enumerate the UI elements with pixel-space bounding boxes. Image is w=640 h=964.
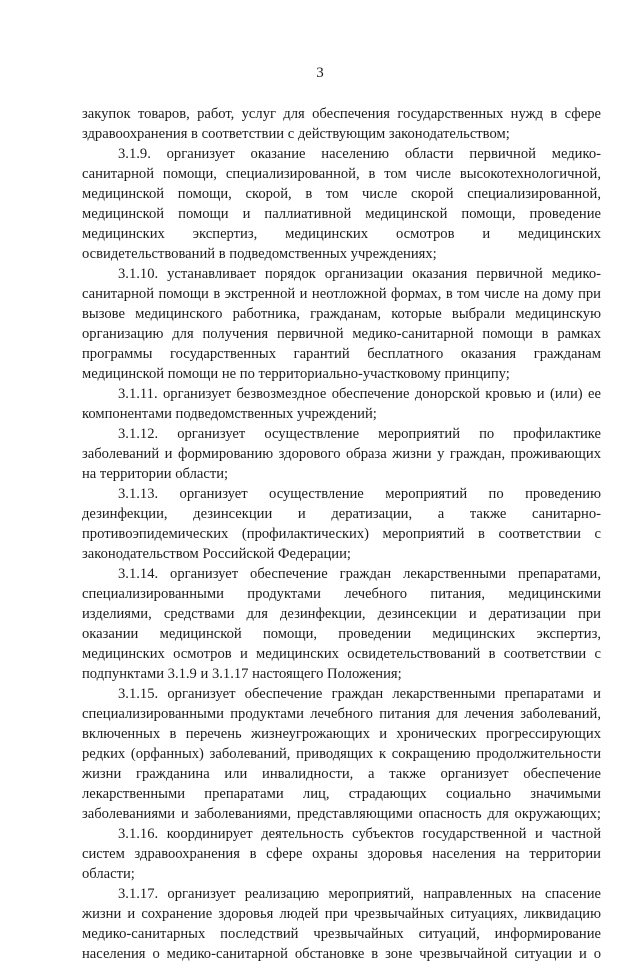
- text-line: 3.1.16. координирует деятельность субъектов государственной и частной: [118, 826, 601, 842]
- text-line: медицинской помощи не по территориально-участковому принципу;: [82, 366, 510, 382]
- text-line: законодательством Российской Федерации;: [82, 546, 351, 562]
- text-line: подпунктами 3.1.9 и 3.1.17 настоящего Положения;: [82, 666, 402, 682]
- text-line: 3.1.10. устанавливает порядок организации оказания первичной медико-: [118, 266, 601, 282]
- text-line: оказании медицинской помощи, проведении медицинских экспертиз,: [82, 626, 601, 642]
- text-line: заболеваниями и заболеваниями, представляющими опасность для окружающих;: [82, 806, 601, 822]
- text-line: 3.1.14. организует обеспечение граждан лекарственными препаратами,: [118, 566, 601, 582]
- text-line: санитарной помощи, специализированной, в том числе высокотехнологичной,: [82, 166, 601, 182]
- text-line: санитарной помощи в экстренной и неотложной формах, в том числе на дому при: [82, 286, 601, 302]
- text-line: медицинских осмотров и медицинских освидетельствований в соответствии с: [82, 646, 601, 662]
- text-line: специализированными продуктами лечебного питания, медицинскими: [82, 586, 601, 602]
- text-line: компонентами подведомственных учреждений;: [82, 406, 377, 422]
- text-line: изделиями, средствами для дезинфекции, дезинсекции и дератизации при: [82, 606, 601, 622]
- text-line: включенных в перечень жизнеугрожающих и хронических прогрессирующих: [82, 726, 601, 742]
- text-line: противоэпидемических (профилактических) мероприятий в соответствии с: [82, 526, 601, 542]
- text-line: специализированными продуктами лечебного питания для лечения заболеваний,: [82, 706, 601, 722]
- text-line: вызове медицинского работника, гражданам, которые выбрали медицинскую: [82, 306, 601, 322]
- text-line: программы государственных гарантий бесплатного оказания гражданам: [82, 346, 601, 362]
- text-line: медицинских экспертиз, медицинских осмотров и медицинских: [82, 226, 601, 242]
- text-line: 3.1.13. организует осуществление мероприятий по проведению: [118, 486, 601, 502]
- text-line: дезинфекции, дезинсекции и дератизации, а также санитарно-: [82, 506, 601, 522]
- text-line: освидетельствований в подведомственных учреждениях;: [82, 246, 437, 262]
- text-line: систем здравоохранения в сфере охраны здоровья населения на территории: [82, 846, 601, 862]
- text-line: заболеваний и формированию здорового образа жизни у граждан, проживающих: [82, 446, 601, 462]
- text-line: населения о медико-санитарной обстановке в зоне чрезвычайной ситуации и о: [82, 946, 601, 962]
- text-line: 3.1.17. организует реализацию мероприятий, направленных на спасение: [118, 886, 601, 902]
- text-line: на территории области;: [82, 466, 229, 482]
- text-line: редких (орфанных) заболеваний, приводящих к сокращению продолжительности: [82, 746, 601, 762]
- text-line: 3.1.15. организует обеспечение граждан лекарственными препаратами и: [118, 686, 601, 702]
- text-line: здравоохранения в соответствии с действующим законодательством;: [82, 126, 510, 142]
- text-line: области;: [82, 866, 135, 882]
- text-line: 3.1.9. организует оказание населению области первичной медико-: [118, 146, 601, 162]
- text-line: жизни гражданина или инвалидности, а также организует обеспечение: [82, 766, 601, 782]
- text-line: 3.1.11. организует безвозмездное обеспечение донорской кровью и (или) ее: [118, 386, 601, 402]
- text-line: медицинской помощи, скорой, в том числе скорой специализированной,: [82, 186, 601, 202]
- text-line: медицинской помощи и паллиативной медицинской помощи, проведение: [82, 206, 601, 222]
- text-line: жизни и сохранение здоровья людей при чрезвычайных ситуациях, ликвидацию: [82, 906, 601, 922]
- text-line: лекарственными препаратами лиц, страдающих социально значимыми: [82, 786, 601, 802]
- text-line: медико-санитарных последствий чрезвычайных ситуаций, информирование: [82, 926, 601, 942]
- page-number: 3: [316, 65, 324, 81]
- text-line: закупок товаров, работ, услуг для обеспечения государственных нужд в сфере: [82, 106, 601, 122]
- text-line: организацию для получения первичной медико-санитарной помощи в рамках: [82, 326, 601, 342]
- text-line: 3.1.12. организует осуществление мероприятий по профилактике: [118, 426, 601, 442]
